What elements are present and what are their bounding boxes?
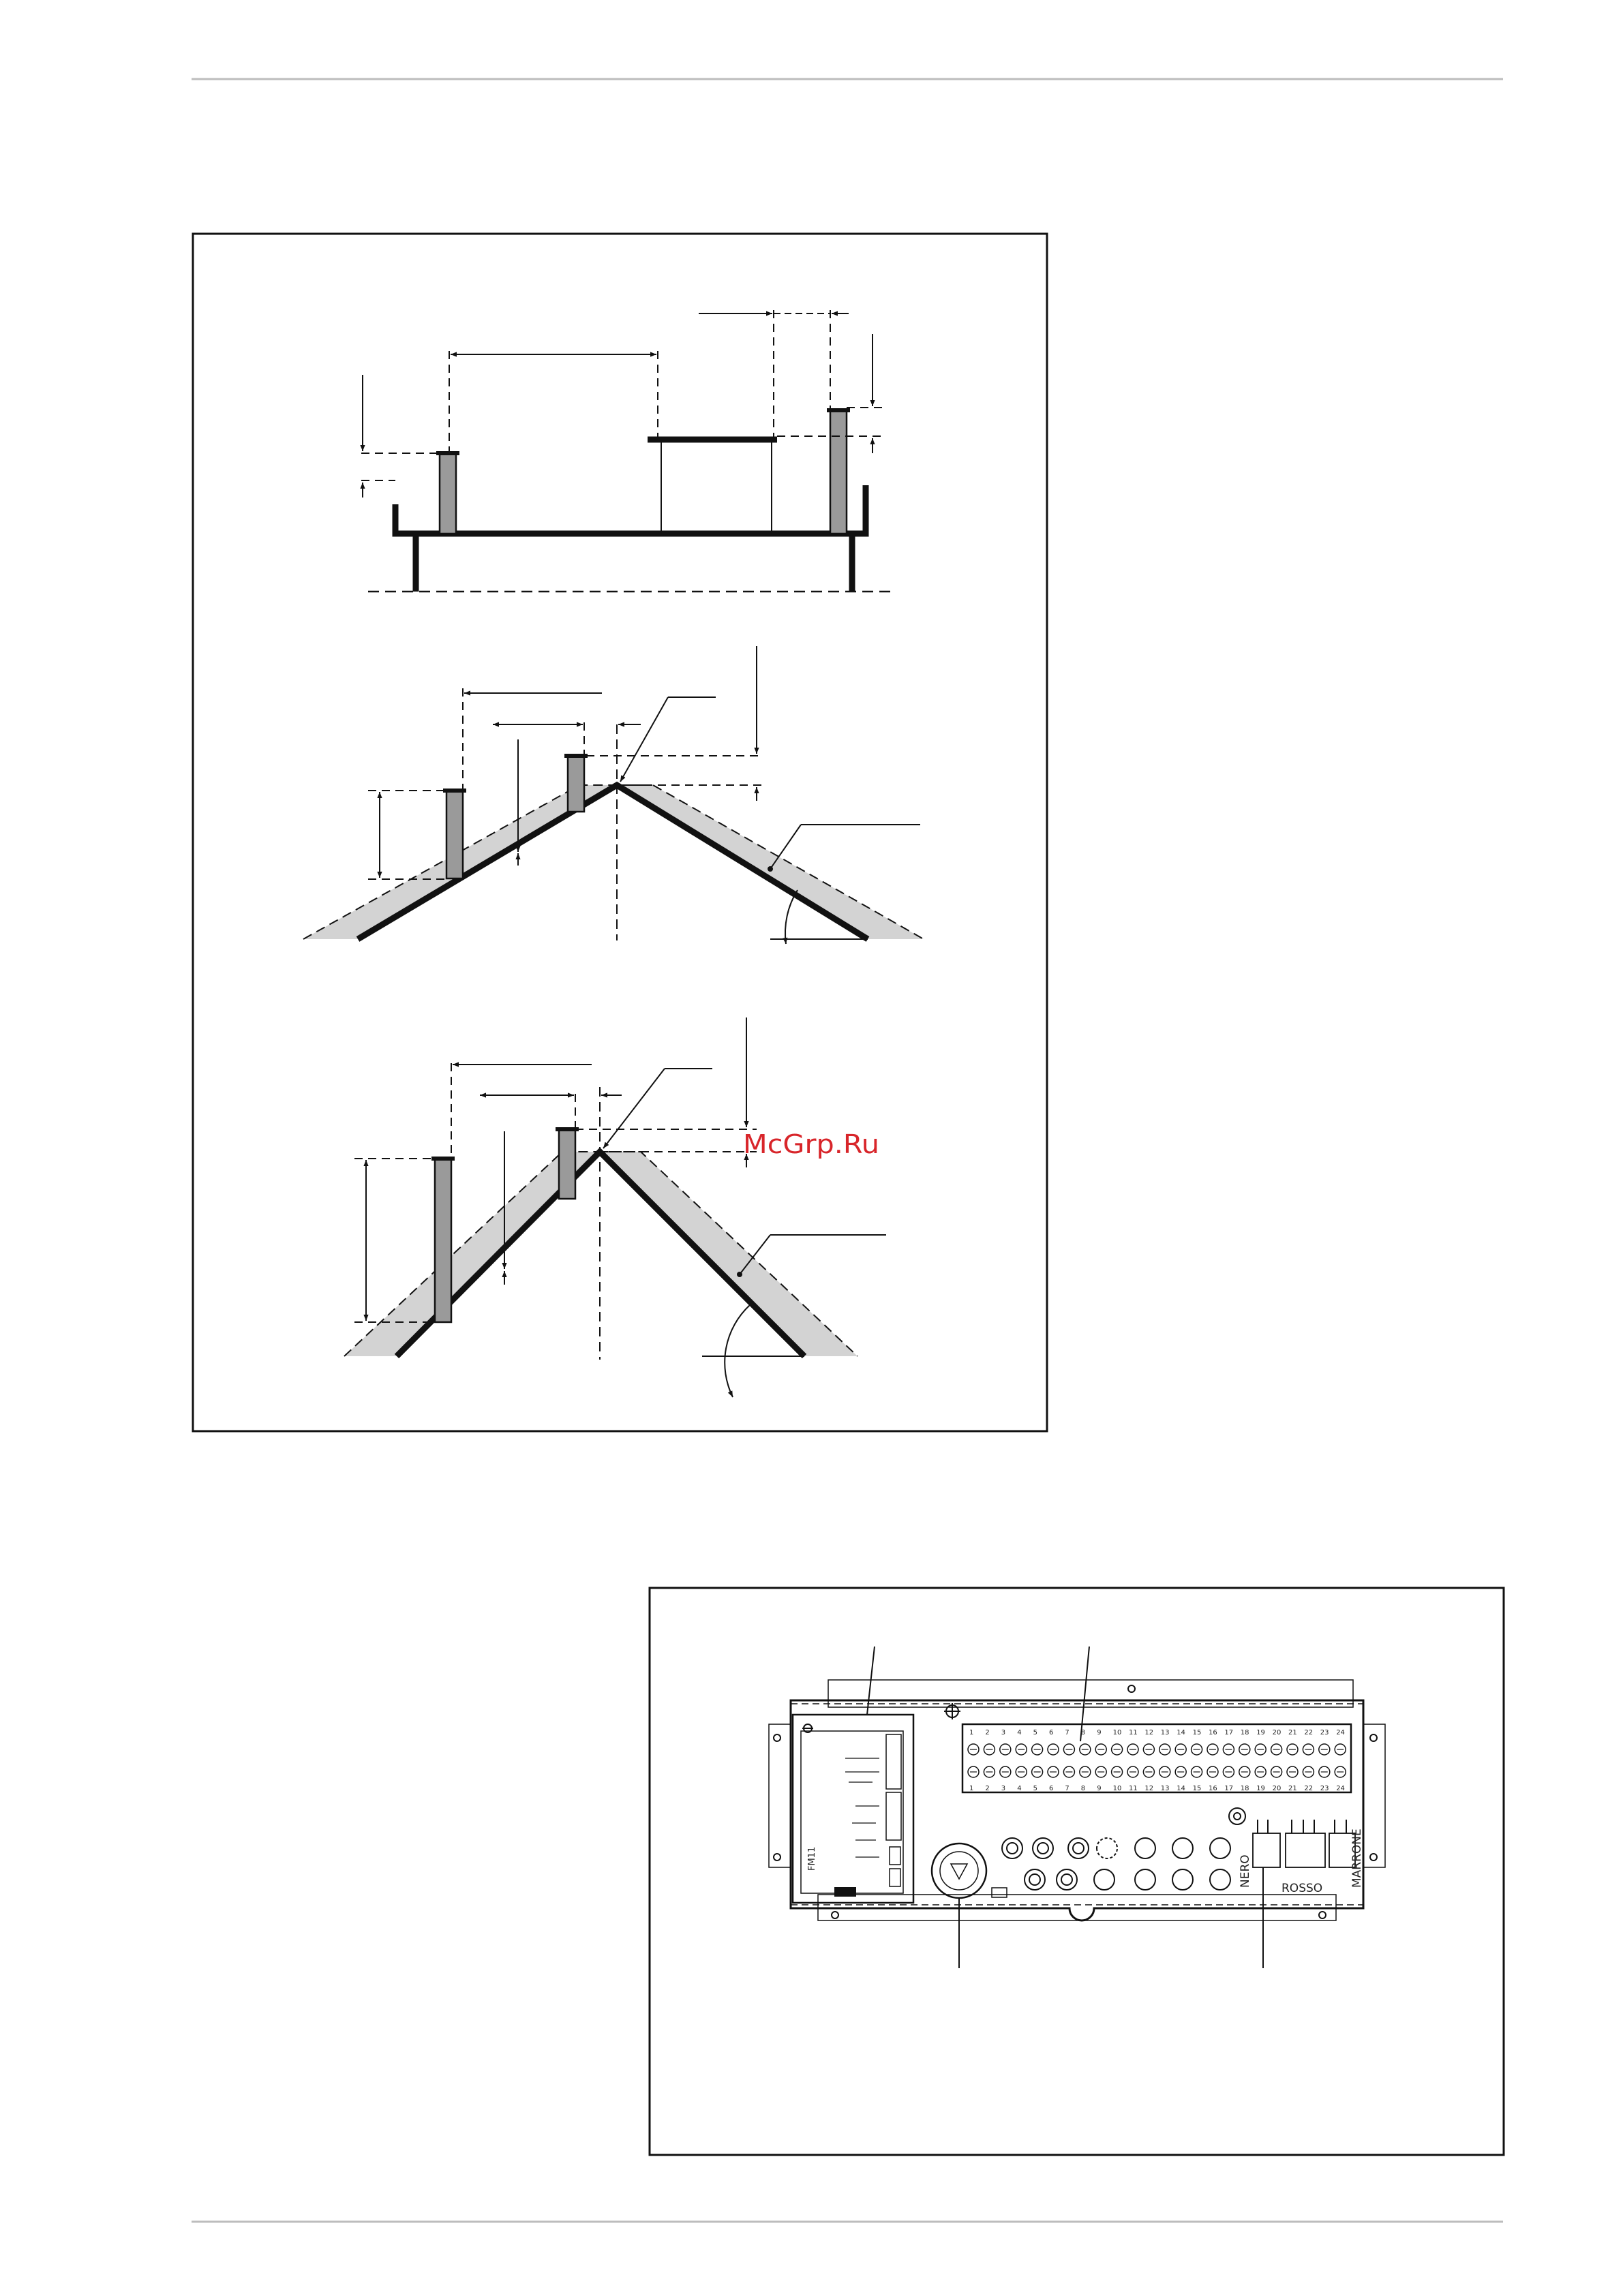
terminal-number-bottom: 20 xyxy=(1272,1785,1281,1792)
terminal-number-bottom: 15 xyxy=(1192,1785,1202,1792)
terminal-number-bottom: 19 xyxy=(1256,1785,1265,1792)
terminal-number-top: 19 xyxy=(1256,1729,1265,1736)
terminal-number-top: 14 xyxy=(1177,1729,1185,1736)
terminal-number-bottom: 23 xyxy=(1320,1785,1329,1792)
fm11-label: FM11 xyxy=(807,1846,817,1871)
terminal-number-top: 21 xyxy=(1288,1729,1297,1736)
terminal-number-top: 13 xyxy=(1160,1729,1170,1736)
terminal-number-bottom: 22 xyxy=(1304,1785,1314,1792)
terminal-number-bottom: 1 xyxy=(969,1785,974,1792)
terminal-number-bottom: 8 xyxy=(1080,1785,1086,1792)
terminal-number-top: 4 xyxy=(1017,1729,1022,1736)
terminal-number-bottom: 9 xyxy=(1097,1785,1102,1792)
terminal-number-bottom: 11 xyxy=(1129,1785,1138,1792)
terminal-number-top: 20 xyxy=(1272,1729,1281,1736)
terminal-number-bottom: 14 xyxy=(1177,1785,1185,1792)
terminal-number-bottom: 7 xyxy=(1065,1785,1070,1792)
terminal-strip xyxy=(968,1729,1346,1792)
control-panel-diagram xyxy=(769,1647,1385,1968)
terminal-number-top: 6 xyxy=(1049,1729,1054,1736)
terminal-number-top: 5 xyxy=(1033,1729,1037,1736)
terminal-number-top: 7 xyxy=(1065,1729,1070,1736)
terminal-number-top: 2 xyxy=(985,1729,990,1736)
terminal-number-bottom: 10 xyxy=(1112,1785,1122,1792)
terminal-number-top: 17 xyxy=(1224,1729,1234,1736)
wire-label-marrone: MARRONE xyxy=(1350,1828,1364,1888)
terminal-number-top: 8 xyxy=(1080,1729,1086,1736)
terminal-number-bottom: 2 xyxy=(985,1785,990,1792)
terminal-number-bottom: 17 xyxy=(1224,1785,1234,1792)
terminal-number-bottom: 18 xyxy=(1240,1785,1249,1792)
terminal-number-top: 11 xyxy=(1129,1729,1138,1736)
terminal-number-bottom: 5 xyxy=(1033,1785,1037,1792)
terminal-number-top: 3 xyxy=(1001,1729,1006,1736)
terminal-number-top: 16 xyxy=(1209,1729,1217,1736)
figure-2-frame xyxy=(650,1588,1504,2155)
terminal-number-top: 23 xyxy=(1320,1729,1329,1736)
figure-1-frame xyxy=(193,234,1047,1431)
terminal-number-bottom: 3 xyxy=(1001,1785,1006,1792)
pitched-roof-diagram-shallow xyxy=(303,646,924,944)
terminal-number-bottom: 21 xyxy=(1288,1785,1297,1792)
terminal-number-top: 22 xyxy=(1304,1729,1314,1736)
wire-label-nero: NERO xyxy=(1239,1854,1252,1888)
terminal-number-bottom: 6 xyxy=(1049,1785,1054,1792)
pitched-roof-diagram-steep xyxy=(344,1017,886,1397)
terminal-number-bottom: 13 xyxy=(1160,1785,1170,1792)
watermark: McGrp.Ru xyxy=(743,1129,879,1159)
terminal-number-bottom: 24 xyxy=(1336,1785,1345,1792)
terminal-number-bottom: 4 xyxy=(1017,1785,1022,1792)
wire-label-rosso: ROSSO xyxy=(1281,1882,1323,1895)
terminal-number-bottom: 12 xyxy=(1144,1785,1154,1792)
terminal-number-top: 24 xyxy=(1336,1729,1345,1736)
flat-roof-diagram xyxy=(361,310,893,592)
terminal-number-top: 9 xyxy=(1097,1729,1102,1736)
terminal-number-top: 10 xyxy=(1112,1729,1122,1736)
terminal-number-top: 15 xyxy=(1192,1729,1202,1736)
terminal-number-top: 18 xyxy=(1240,1729,1249,1736)
terminal-number-top: 1 xyxy=(969,1729,974,1736)
terminal-number-top: 12 xyxy=(1144,1729,1154,1736)
terminal-number-bottom: 16 xyxy=(1209,1785,1217,1792)
